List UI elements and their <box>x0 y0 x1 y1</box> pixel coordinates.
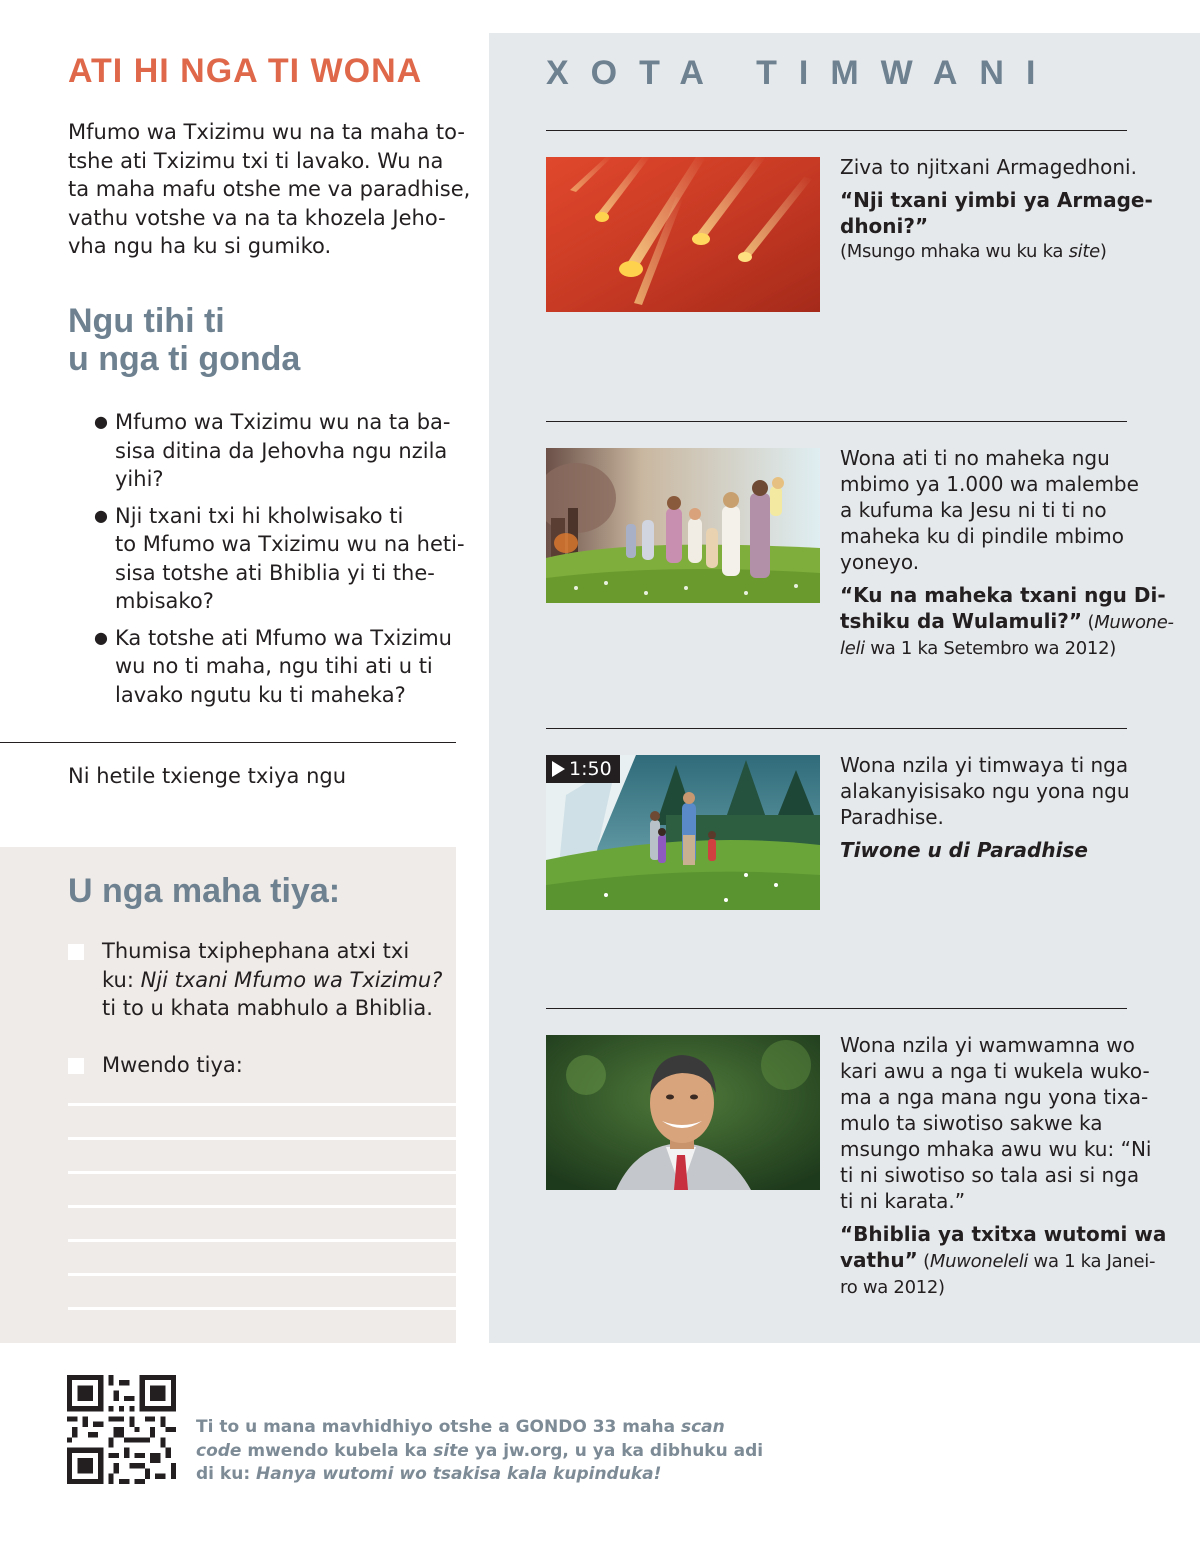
article-title: “Bhiblia ya txitxa wutomi wa <box>840 1222 1167 1246</box>
intro-line: Mfumo wa Txizimu wu na ta maha to- <box>68 120 465 144</box>
qr-code[interactable] <box>67 1375 176 1484</box>
intro-line: tshe ati Txizimu txi ti lavako. Wu na <box>68 148 444 173</box>
book-title: Hanya wutomi wo tsakisa kala kupinduka! <box>256 1464 662 1484</box>
resource-description: kari awu a nga ti wukela wuko- <box>840 1059 1150 1083</box>
article-title: “Nji txani yimbi ya Armage- <box>840 188 1153 212</box>
paradise-video-thumbnail[interactable] <box>546 755 820 910</box>
resource-description: alakanyisisako ngu yona ngu <box>840 779 1130 803</box>
resource-description: yoneyo. <box>840 550 920 574</box>
question-list <box>94 408 464 717</box>
resource-judgment-day <box>840 445 1174 662</box>
checkbox[interactable] <box>68 944 84 960</box>
footer-note: Ti to u mana mavhidhiyo otshe a GONDO 33 maha scan code mwendo kubela ka site ya jw.org, u ya ka dibhuku adi di ku: Hanya wutomi wo tsakisa kala kupinduka! <box>196 1417 764 1484</box>
write-line[interactable] <box>68 1103 456 1106</box>
resource-description: mulo ta siwotiso sakwe ka <box>840 1111 1103 1135</box>
resource-armageddon <box>840 154 1153 265</box>
question-line: Mfumo wa Txizimu wu na ta ba- <box>115 410 451 434</box>
write-line[interactable] <box>68 1307 456 1310</box>
resource-description: a kufuma ka Jesu ni ti ti no <box>840 498 1107 522</box>
todo-text-line: ti to u khata mabhulo a Bhiblia. <box>102 996 433 1020</box>
resource-description: Wona ati ti no maheka ngu <box>840 446 1110 470</box>
resource-description: maheka ku di pindile mbimo <box>840 524 1125 548</box>
intro-paragraph <box>68 118 471 261</box>
play-icon <box>552 761 565 777</box>
bullet-icon: ● <box>94 505 108 525</box>
resource-reference[interactable]: “Ku na maheka txani ngu Di- tshiku da Wulamuli?” (Muwone- leli wa 1 ka Setembro wa 2012) <box>840 583 1174 659</box>
article-title: “Ku na maheka txani ngu Di- <box>840 583 1166 607</box>
resource-description: ma a nga mana ngu yona tixa- <box>840 1085 1149 1109</box>
todo-text-line: ku: Nji txani Mfumo wa Txizimu? <box>102 967 443 992</box>
write-line[interactable] <box>68 1171 456 1174</box>
article-title: dhoni?” <box>840 214 929 238</box>
todo-item-other <box>68 1051 448 1080</box>
study-date-label: Ni hetile txienge txiya ngu <box>68 764 347 788</box>
bullet-icon: ● <box>94 412 108 431</box>
resource-bible-changes-lives <box>840 1032 1167 1301</box>
section-title-xota-timwani: XOTA TIMWANI <box>546 54 1058 92</box>
write-line[interactable] <box>68 1137 456 1140</box>
divider <box>546 421 1127 422</box>
intro-line: vha ngu ha ku si gumiko. <box>68 234 332 258</box>
resource-description: ti ni siwotiso so tala asi si nga <box>840 1163 1140 1187</box>
play-button[interactable] <box>546 755 620 783</box>
write-line[interactable] <box>68 1239 456 1242</box>
resource-description: mbimo ya 1.000 wa malembe <box>840 472 1139 496</box>
question-line: Nji txani txi hi kholwisako ti <box>115 503 404 528</box>
question-line: lavako ngutu ku ti maheka? <box>115 682 406 707</box>
question-line: sisa totshe ati Bhiblia yi ti the- <box>115 560 435 585</box>
question-item <box>94 408 464 494</box>
section-title-ati-hi-nga-ti-wona: ATI HI NGA TI WONA <box>68 52 423 90</box>
video-title: Tiwone u di Paradhise <box>840 838 1088 862</box>
armageddon-meteor-image[interactable] <box>546 157 820 312</box>
divider <box>0 742 456 743</box>
resource-description: msungo mhaka awu wu ku: “Ni <box>840 1137 1152 1161</box>
divider <box>546 728 1127 729</box>
question-line: Ka totshe ati Mfumo wa Txizimu <box>115 625 452 650</box>
todo-title: U nga maha tiya: <box>68 872 341 910</box>
divider <box>546 1008 1127 1009</box>
bullet-icon: ● <box>94 627 108 647</box>
resource-reference[interactable]: “Bhiblia ya txitxa wutomi wa vathu” (Muwoneleli wa 1 ka Janei- ro wa 2012) <box>840 1222 1167 1298</box>
todo-item-pamphlet <box>68 937 448 1023</box>
resource-description: Ziva to njitxani Armagedhoni. <box>840 155 1137 179</box>
intro-line: vathu votshe va na ta khozela Jeho- <box>68 205 446 230</box>
question-line: yihi? <box>115 467 164 491</box>
question-item <box>94 624 464 710</box>
resource-description: Wona nzila yi timwaya ti nga <box>840 753 1129 777</box>
question-line: to Mfumo wa Txizimu wu na heti- <box>115 532 465 556</box>
video-duration: 1:50 <box>569 758 612 780</box>
article-title: tshiku da Wulamuli?” <box>840 609 1083 633</box>
question-line: wu no ti maha, ngu tihi ati u ti <box>115 654 433 678</box>
todo-panel <box>0 847 456 1343</box>
resource-description: Paradhise. <box>840 805 944 829</box>
article-title: vathu” <box>840 1248 918 1272</box>
resurrection-people-image[interactable] <box>546 448 820 603</box>
question-line: mbisako? <box>115 589 214 613</box>
resource-description: Wona nzila yi wamwamna wo <box>840 1033 1135 1057</box>
divider <box>546 130 1127 131</box>
question-item <box>94 502 464 616</box>
subheading-line: Ngu tihi ti <box>68 302 225 340</box>
intro-line: ta maha mafu otshe me va paradhise, <box>68 177 471 201</box>
checkbox[interactable] <box>68 1058 84 1074</box>
man-portrait-image[interactable] <box>546 1035 820 1190</box>
resource-reference[interactable] <box>840 837 1130 863</box>
subheading-questions <box>68 302 300 378</box>
resource-description: ti ni karata.” <box>840 1189 966 1213</box>
pamphlet-title: Nji txani Mfumo wa Txizimu? <box>140 967 443 992</box>
resource-paradise-video <box>840 752 1130 863</box>
resource-reference[interactable]: “Nji txani yimbi ya Armage- dhoni?” (Msungo mhaka wu ku ka site) <box>840 188 1153 262</box>
todo-text-line: Mwendo tiya: <box>102 1053 243 1077</box>
write-line[interactable] <box>68 1273 456 1276</box>
write-line[interactable] <box>68 1205 456 1208</box>
todo-text-line: Thumisa txiphephana atxi txi <box>102 939 410 963</box>
question-line: sisa ditina da Jehovha ngu nzila <box>115 438 448 463</box>
subheading-line: u nga ti gonda <box>68 340 301 378</box>
